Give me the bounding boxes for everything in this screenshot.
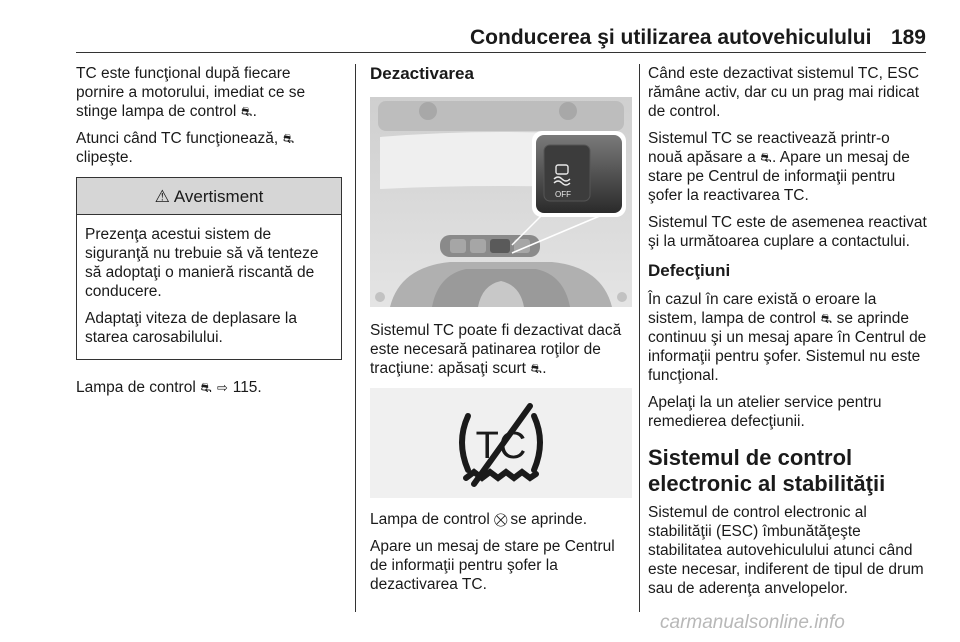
paragraph [648, 129, 928, 205]
paragraph: Când este dezactivat sistemul TC, ESC rămâne activ, dar cu un prag mai ridicat de control. [648, 65, 920, 120]
warning-paragraph: Adaptaţi viteza de deplasare la starea carosabilului. [85, 310, 297, 346]
section-heading: Defecţiuni [648, 261, 731, 280]
paragraph-text: Sistemul TC poate fi dezactivat dacă este necesară patinarea roţilor de tracţiune: apăsaţi scurt [370, 322, 622, 377]
header-rule [76, 52, 926, 53]
tc-icon-text: TC [475, 425, 527, 467]
paragraph-text: se aprinde. [510, 511, 588, 528]
tc-off-symbol-icon: ⛒ [494, 512, 508, 527]
reference-arrow-icon: ⇨ [216, 380, 228, 395]
dashboard-photo [370, 97, 632, 307]
warning-paragraph: Prezenţa acestui sistem de siguranţă nu trebuie să vă tenteze să adoptaţi o manieră riscantă de conducere. [85, 226, 319, 300]
paragraph-text: clipeşte. [76, 149, 133, 166]
paragraph: Apare un mesaj de stare pe Centrul de informaţii pentru şofer la dezactivarea TC. [370, 538, 615, 593]
warning-box [76, 177, 342, 360]
tc-off-warning-light-figure [370, 388, 632, 498]
column-divider-2 [639, 64, 640, 612]
paragraph: Sistemul TC este de asemenea reactivat şi la următoarea cuplare a contactului. [648, 214, 927, 250]
paragraph [648, 290, 928, 385]
paragraph [370, 510, 634, 529]
paragraph-text: TC este funcţional după fiecare pornire a motorului, imediat ce se stinge lampa de control [76, 65, 306, 120]
column-1 [76, 64, 342, 405]
paragraph-text: se aprinde continuu şi un mesaj apare în Centrul de informaţii pentru şofer. Sistemul nu este funcţional. [648, 310, 927, 384]
warning-title: Avertisment [173, 186, 264, 206]
tc-symbol-icon: ⛐ [530, 361, 542, 376]
warning-icon: ⚠ [154, 186, 170, 206]
warning-body [77, 215, 341, 359]
chapter-heading: Sistemul de control electronic al stabilităţii [648, 445, 886, 496]
running-header-title: Conducerea şi utilizarea autovehiculului [470, 26, 872, 49]
paragraph-text: . [542, 360, 547, 377]
tc-symbol-icon: ⛐ [282, 131, 295, 146]
section-heading: Dezactivarea [370, 64, 474, 83]
paragraph-text: În cazul în care există o eroare la sistem, lampa de control [648, 291, 877, 327]
page-reference-link[interactable]: 115. [232, 379, 262, 396]
column-2 [370, 64, 634, 602]
tc-symbol-icon: ⛐ [820, 311, 832, 326]
paragraph [370, 321, 634, 378]
page-number: 189 [890, 26, 926, 49]
column-3 [648, 64, 928, 606]
paragraph [76, 378, 342, 397]
warning-header [77, 178, 341, 215]
paragraph-text: . Apare un mesaj de stare pe Centrul de informaţii pentru şofer la reactivarea TC. [648, 149, 910, 204]
paragraph: Sistemul de control electronic al stabilităţii (ESC) îmbunătăţeşte stabilitatea autovehiculului atunci când este necesar, indiferent de tipul de drum sau de aderenţa anvelopelor. [648, 504, 924, 597]
tc-symbol-icon: ⛐ [760, 150, 772, 165]
tc-symbol-icon: ⛐ [240, 104, 253, 119]
paragraph-text: Lampa de control [370, 511, 490, 528]
paragraph [76, 129, 342, 167]
paragraph-text: Atunci când TC funcţionează, [76, 130, 279, 147]
column-divider-1 [355, 64, 356, 612]
paragraph [76, 64, 342, 121]
paragraph-text: Sistemul TC se reactivează printr-o nouă apăsare a [648, 130, 890, 166]
paragraph: Apelaţi la un atelier service pentru remedierea defecţiunii. [648, 394, 882, 430]
paragraph-text: Lampa de control [76, 379, 196, 396]
off-button-label: OFF [555, 190, 571, 199]
watermark: carmanualsonline.info [660, 612, 845, 633]
tc-symbol-icon: ⛐ [200, 380, 212, 395]
paragraph-text: . [252, 103, 257, 120]
